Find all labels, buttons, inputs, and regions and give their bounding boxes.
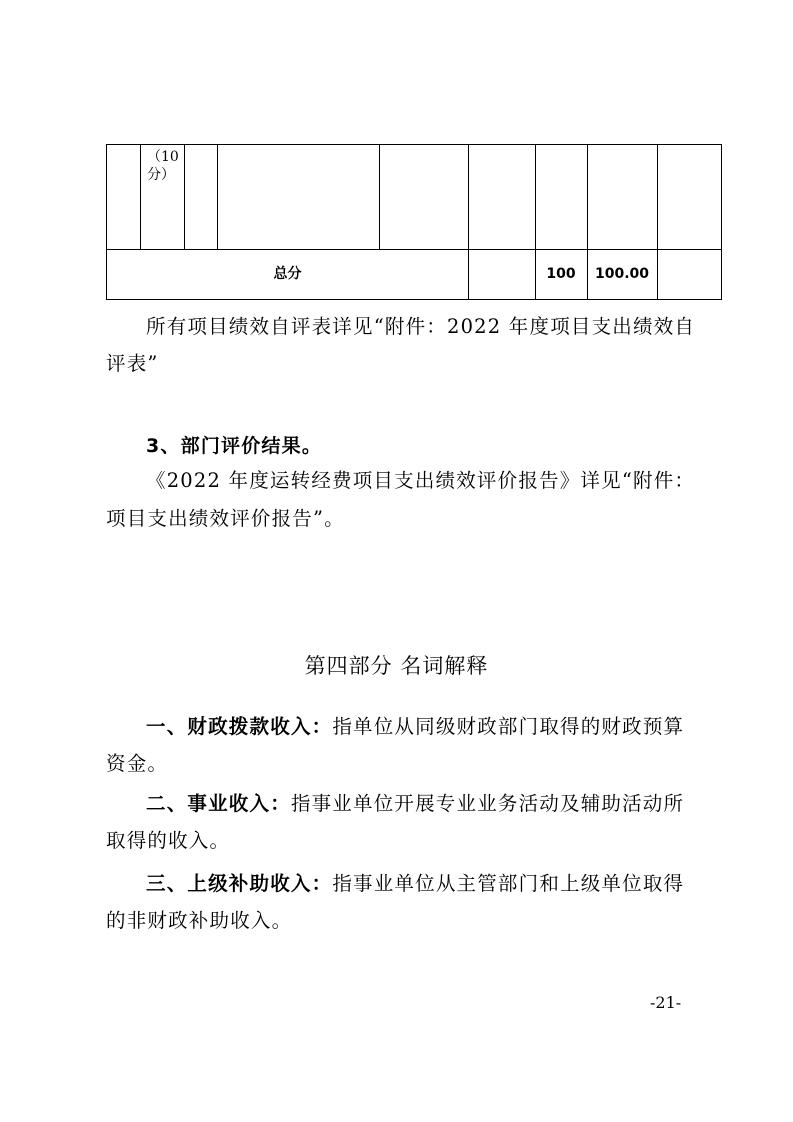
glossary-term: 一、财政拨款收入： [146, 715, 333, 738]
glossary-definition: 指单位从同级财政部门取得的财政预算 [332, 715, 685, 738]
glossary-continuation: 的非财政补助收入。 [106, 909, 293, 932]
table-divider [657, 145, 658, 249]
glossary-term: 二、事业收入： [146, 792, 291, 815]
table-divider [657, 250, 658, 299]
glossary-definition: 指事业单位开展专业业务活动及辅助活动所 [290, 792, 685, 815]
table-divider [587, 145, 588, 249]
page-title: 第四部分 名词解释 [304, 654, 489, 678]
glossary-item [146, 788, 746, 816]
glossary-item [146, 711, 746, 739]
table-row [106, 144, 722, 250]
table-divider [184, 145, 185, 249]
performance-table [106, 144, 722, 300]
glossary-continuation: 资金。 [106, 752, 169, 775]
page-number: -21- [650, 993, 682, 1012]
glossary-continuation: 取得的收入。 [106, 829, 231, 852]
section-title: 3、部门评价结果。 [146, 435, 323, 457]
total-weight: 100 [546, 266, 576, 282]
table-divider [468, 145, 469, 249]
section3-line1: 《2022 年度运转经费项目支出绩效评价报告》详见“附件： [146, 469, 696, 492]
total-label: 总分 [273, 266, 302, 282]
table-total-row [106, 249, 722, 300]
table-divider [535, 145, 536, 249]
table-divider [468, 250, 469, 299]
table-divider [140, 145, 141, 249]
para-self-eval-line2: 评表” [106, 352, 159, 375]
para-self-eval-line1: 所有项目绩效自评表详见“附件：2022 年度项目支出绩效自 [146, 315, 696, 338]
score-note: （10 分） [147, 149, 179, 183]
table-divider [379, 145, 380, 249]
table-divider [217, 145, 218, 249]
glossary-definition: 指事业单位从主管部门和上级单位取得 [332, 872, 685, 895]
total-score: 100.00 [594, 266, 650, 282]
section3-line2: 项目支出绩效评价报告”。 [106, 507, 345, 530]
glossary-item [146, 868, 746, 896]
glossary-term: 三、上级补助收入： [146, 872, 333, 895]
